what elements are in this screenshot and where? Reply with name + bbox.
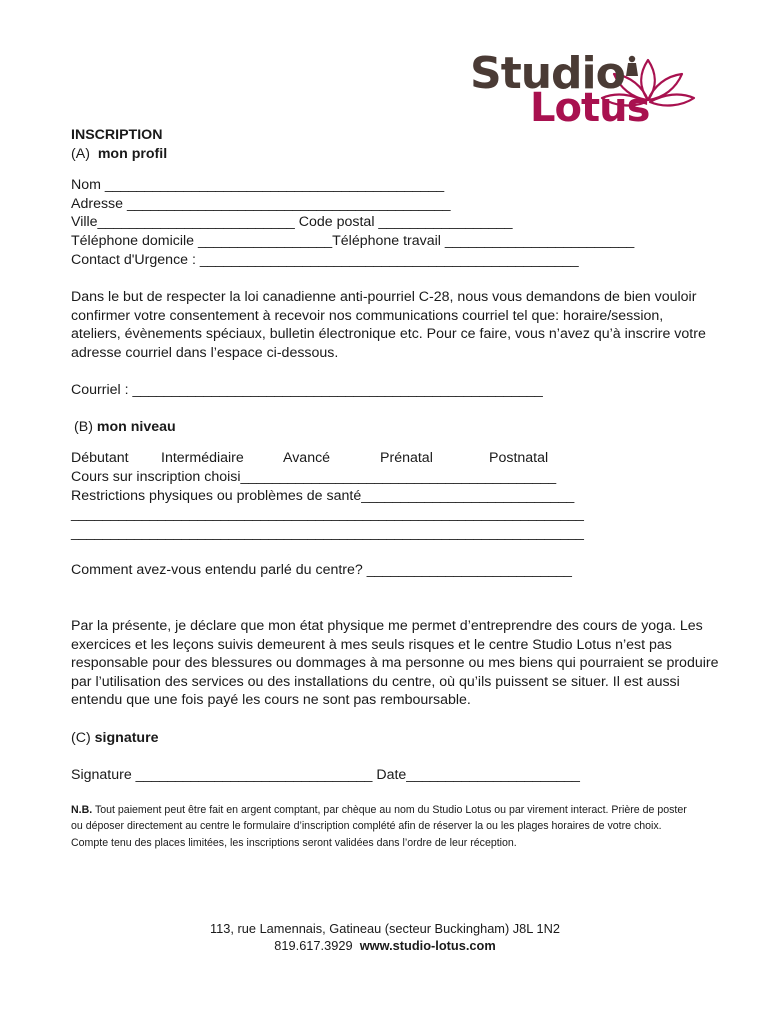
level-option-prenatal[interactable]: Prénatal (380, 450, 433, 466)
consent-paragraph: Dans le but de respecter la loi canadienne anti-pourriel C-28, nous vous demandons de bien vouloir confirmer votre consentement à recevoir nos communications courriel tel que: horaire/session, ateliers, évènements spéciaux, bulletin électronique etc. Pour ce faire, vous n’avez qu’à inscrire votre adresse courriel dans l’espace ci-dessous. (71, 289, 706, 361)
ville-code-postal-field[interactable]: Ville_________________________ Code postal _________________ (71, 214, 513, 230)
cours-choisi-field[interactable]: Cours sur inscription choisi________________________________________ (71, 469, 557, 485)
note-label: N.B. (71, 804, 93, 816)
section-c-letter: (C) (71, 730, 91, 746)
level-option-debutant[interactable]: Débutant (71, 450, 129, 466)
signature-date-field[interactable]: Signature ______________________________ Date______________________ (71, 767, 580, 783)
section-b-title: mon niveau (96, 419, 176, 435)
section-c-title: signature (94, 730, 159, 746)
form-title: INSCRIPTION (71, 127, 163, 143)
section-b-heading (74, 418, 176, 436)
section-a-letter: (A) (71, 146, 90, 162)
referral-field[interactable]: Comment avez-vous entendu parlé du centre? __________________________ (71, 562, 572, 578)
footer-address: 113, rue Lamennais, Gatineau (secteur Buckingham) J8L 1N2 (210, 921, 560, 936)
restrictions-field[interactable]: Restrictions physiques ou problèmes de santé___________________________ (71, 488, 575, 504)
footer-contact (0, 937, 770, 955)
contact-urgence-field[interactable]: Contact d'Urgence : ________________________________________________ (71, 252, 579, 268)
logo-studio-text: Studio (470, 48, 625, 99)
logo-lotus-text: Lotus (530, 85, 650, 131)
level-option-avance[interactable]: Avancé (283, 450, 331, 466)
section-a-title: mon profil (97, 146, 168, 162)
restrictions-blank-line-1[interactable]: _________________________________________________________________ (71, 506, 584, 522)
nom-field[interactable]: Nom ___________________________________________ (71, 177, 445, 193)
level-option-postnatal[interactable]: Postnatal (489, 450, 549, 466)
adresse-field[interactable]: Adresse _________________________________________ (71, 196, 451, 212)
section-c-heading (71, 729, 159, 747)
payment-note (71, 802, 701, 851)
studio-lotus-logo (468, 48, 703, 132)
level-option-intermediaire[interactable]: Intermédiaire (161, 450, 244, 466)
section-b-letter: (B) (74, 419, 93, 435)
footer-phone: 819.617.3929 (274, 938, 353, 953)
restrictions-blank-line-2[interactable]: _________________________________________________________________ (71, 525, 584, 541)
note-text: Tout paiement peut être fait en argent comptant, par chèque au nom du Studio Lotus ou par virement interact. Prière de poster ou déposer directement au centre le formulaire d’inscription complété afin de réserver la ou les plages horaires de votre choix. Compte tenu des places limitées, les inscriptions seront validées dans l’ordre de leur réception. (71, 804, 687, 849)
declaration-paragraph: Par la présente, je déclare que mon état physique me permet d’entreprendre des cours de yoga. Les exercices et les leçons suivis demeurent à mes seuls risques et le centre Studio Lotus n’est pas responsable pour des blessures ou dommages à ma personne ou mes biens qui pourraient se produire par l’utilisation des services ou des installations du centre, où qu’ils puissent se situer. Il est aussi entendu que une fois payé les cours ne sont pas remboursable. (71, 618, 719, 708)
courriel-field[interactable]: Courriel : ____________________________________________________ (71, 382, 543, 398)
footer-website-link[interactable]: www.studio-lotus.com (359, 938, 496, 953)
section-a-heading (71, 145, 167, 163)
telephone-field[interactable]: Téléphone domicile _________________Téléphone travail ________________________ (71, 233, 635, 249)
